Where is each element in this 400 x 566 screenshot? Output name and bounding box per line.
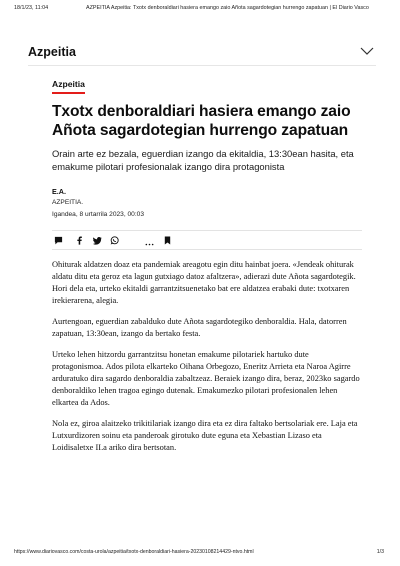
author-name: E.A. — [52, 187, 66, 196]
article — [52, 74, 362, 464]
share-bar — [52, 230, 362, 250]
section-bar — [28, 40, 376, 66]
bookmark-icon[interactable] — [163, 236, 172, 245]
print-url: https://www.diariovasco.com/costa-urola/azpeitia/txotx-denboraldiari-hasiera-20230108214429-ntvo.html — [14, 549, 254, 555]
body-paragraph: Urteko lehen hitzordu garrantzitsu honetan emakume pilotariek hartuko dute protagonismoa. Ados pilota elkarteko Oihana Orbegozo, Eneritz Arrieta eta Naroa Agirre arduratuko dira sagardo denboraldia zabaltzeaz. Beraiek izango dira, beraz, 2023ko sagardo denboraldiko lehen tragoa egingo dutenak. Emakumezko pilotari profesionalen lehen elkartea da Ados. — [52, 350, 360, 408]
chevron-down-icon[interactable] — [360, 46, 374, 56]
more-icon[interactable] — [145, 236, 154, 245]
article-headline: Txotx denboraldiari hasiera emango zaio Añota sagardotegian hurrengo zapatuan — [52, 103, 351, 139]
article-subhead: Orain arte ez bezala, eguerdian izango da ekitaldia, 13:30ean hasita, eta emakume pilotari profesionalak izango dira protagonista — [52, 148, 354, 172]
article-body — [52, 259, 362, 454]
section-name[interactable]: Azpeitia — [28, 45, 76, 59]
facebook-icon[interactable] — [75, 236, 84, 245]
comment-icon[interactable] — [54, 236, 63, 245]
whatsapp-icon[interactable] — [110, 236, 119, 245]
print-header — [0, 5, 400, 15]
article-kicker[interactable]: Azpeitia — [52, 79, 85, 94]
byline — [52, 187, 362, 218]
print-date: 18/1/23, 11:04 — [14, 5, 49, 11]
print-page-title: AZPEITIA Azpeitia: Txotx denboraldiari hasiera emango zaio Añota sagardotegian hurrengo zapatuan | El Diario Vasco — [86, 5, 369, 11]
article-location: AZPEITIA. — [52, 199, 84, 206]
body-paragraph: Nola ez, giroa alaitzeko trikitilariak izango dira eta ez dira faltako bertsolariak ere. Laja eta Lutxurdizoren soinu eta panderoak girotuko dute eguna eta Xebastian Lizaso eta Loidisaletxe II.a ariko dira bertsotan. — [52, 419, 358, 453]
publish-date: Igandea, 8 urtarrila 2023, 00:03 — [52, 211, 145, 218]
print-page-number: 1/3 — [376, 549, 384, 555]
body-paragraph: Aurtengoan, eguerdian zabalduko dute Añota sagardotegiko denboraldia. Hala, datorren zapatuan, 13:30ean, izango da bertako festa. — [52, 317, 347, 339]
twitter-icon[interactable] — [93, 236, 102, 245]
body-paragraph: Ohiturak aldatzen doaz eta pandemiak areagotu egin ditu hainbat joera. «Jendeak ohiturak aldatu ditu eta geroz eta lagun gutxiago datoz afaltzera», adierazi dute Añota sagardotegik. Hori dela eta, urteko ekitaldi garrantzitsuenetako bat ere aldatzea erabaki dute: txotxaren irekierarena, alegia. — [52, 260, 356, 305]
print-footer — [0, 549, 400, 559]
